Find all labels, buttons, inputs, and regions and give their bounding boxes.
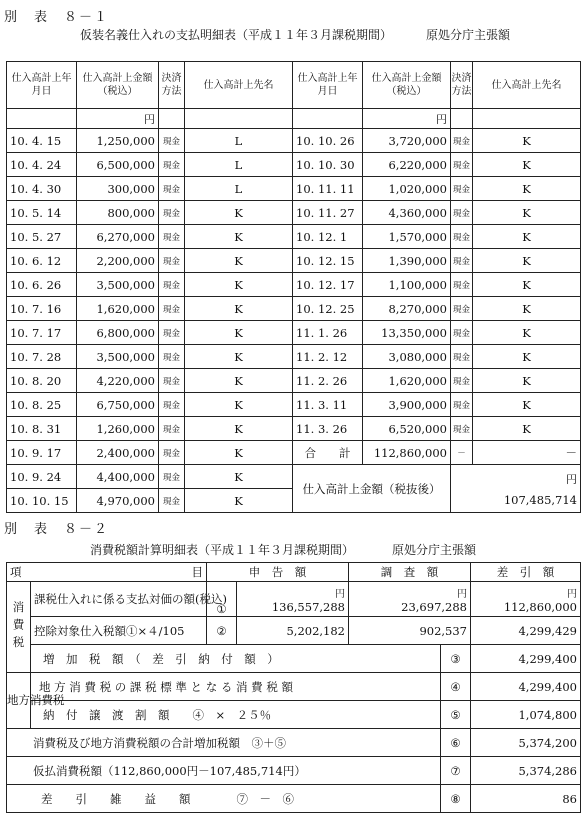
dest-cell: K (473, 201, 581, 225)
amount-cell: 6,500,000 (77, 153, 159, 177)
method-cell: 現金 (451, 225, 473, 249)
dest-cell: K (185, 225, 293, 249)
method-cell: 現金 (159, 369, 185, 393)
row-label: 消費税及び地方消費税額の合計増加税額 ③＋⑤ (7, 729, 441, 757)
method-cell: 現金 (451, 345, 473, 369)
table-8-2-title: 消費税額計算明細表（平成１１年３月課税期間） (90, 543, 355, 557)
method-cell: 現金 (451, 129, 473, 153)
difference-value: 4,299,400 (471, 673, 581, 701)
local-tax-group-label: 地方消費税 (7, 673, 31, 729)
total-method: － (451, 441, 473, 465)
difference-value: 86 (471, 785, 581, 813)
difference-value: 4,299,400 (471, 645, 581, 673)
row-number: ⑤ (441, 701, 471, 729)
dest-cell: K (473, 393, 581, 417)
amount-cell: 800,000 (77, 201, 159, 225)
table-8-1-title: 仮装名義仕入れの支払明細表（平成１１年３月課税期間） (80, 28, 393, 42)
date-cell: 10. 11. 27 (293, 201, 363, 225)
date-cell: 10. 10. 15 (7, 489, 77, 513)
method-cell: 現金 (159, 297, 185, 321)
difference-value: 1,074,800 (471, 701, 581, 729)
table-row (7, 249, 581, 273)
table-row (7, 701, 581, 729)
date-cell: 10. 11. 11 (293, 177, 363, 201)
date-cell: 10. 4. 30 (7, 177, 77, 201)
header-dest-left: 仕入高計上先名 (185, 62, 293, 109)
method-cell: 現金 (159, 465, 185, 489)
header-amount-left: 仕入高計上金額 （税込） (77, 62, 159, 109)
table-row (7, 465, 581, 489)
table-row (7, 441, 581, 465)
amount-cell: 3,500,000 (77, 273, 159, 297)
date-cell: 10. 10. 30 (293, 153, 363, 177)
table-row (7, 297, 581, 321)
table-row (7, 129, 581, 153)
date-cell: 10. 6. 12 (7, 249, 77, 273)
table-row (7, 417, 581, 441)
method-cell: 現金 (451, 273, 473, 297)
date-cell: 11. 2. 26 (293, 369, 363, 393)
amount-cell: 6,520,000 (363, 417, 451, 441)
row-number: ① (207, 582, 237, 617)
dest-cell: K (185, 273, 293, 297)
method-cell: 現金 (159, 153, 185, 177)
amount-cell: 1,250,000 (77, 129, 159, 153)
method-cell: 現金 (159, 249, 185, 273)
table-row (7, 369, 581, 393)
dest-cell: L (185, 153, 293, 177)
table-row (7, 201, 581, 225)
date-cell: 11. 3. 26 (293, 417, 363, 441)
consumption-tax-table (6, 562, 581, 813)
date-cell: 10. 10. 26 (293, 129, 363, 153)
method-cell: 現金 (159, 345, 185, 369)
amount-cell: 1,020,000 (363, 177, 451, 201)
date-cell: 10. 9. 24 (7, 465, 77, 489)
row-label: 仮払消費税額（112,860,000円－107,485,714円） (7, 757, 441, 785)
dest-cell: K (473, 153, 581, 177)
date-cell: 10. 7. 16 (7, 297, 77, 321)
date-cell: 10. 12. 17 (293, 273, 363, 297)
method-cell: 現金 (451, 201, 473, 225)
dest-cell: K (473, 225, 581, 249)
header-item: 項 目 (7, 563, 207, 582)
table-8-2-note: 原処分庁主張額 (392, 543, 477, 557)
amount-cell: 6,750,000 (77, 393, 159, 417)
dest-cell: K (185, 201, 293, 225)
method-cell: 現金 (159, 273, 185, 297)
amount-cell: 4,400,000 (77, 465, 159, 489)
yen-unit: 円 (77, 109, 159, 129)
excl-tax-amount: 円 107,485,714 (451, 465, 581, 513)
amount-cell: 2,200,000 (77, 249, 159, 273)
method-cell: 現金 (159, 129, 185, 153)
table-row (7, 393, 581, 417)
dest-cell: K (473, 177, 581, 201)
amount-cell: 2,400,000 (77, 441, 159, 465)
header-method-right: 決済方法 (451, 62, 473, 109)
header-method-left: 決済方法 (159, 62, 185, 109)
dest-cell: K (185, 345, 293, 369)
date-cell: 10. 5. 27 (7, 225, 77, 249)
row-label: 差 引 雑 益 額 ⑦ － ⑥ (7, 785, 441, 813)
date-cell: 10. 7. 17 (7, 321, 77, 345)
amount-cell: 3,080,000 (363, 345, 451, 369)
dest-cell: L (185, 177, 293, 201)
row-label: 納 付 譲 渡 割 額 ④ × ２５％ (31, 701, 441, 729)
method-cell: 現金 (159, 177, 185, 201)
date-cell: 10. 8. 20 (7, 369, 77, 393)
amount-cell: 1,100,000 (363, 273, 451, 297)
amount-cell: 3,720,000 (363, 129, 451, 153)
dest-cell: K (473, 273, 581, 297)
method-cell: 現金 (451, 393, 473, 417)
investigated-value: 円 23,697,288 (349, 582, 471, 617)
dest-cell: K (473, 345, 581, 369)
dest-cell: K (185, 393, 293, 417)
table-row (7, 321, 581, 345)
row-label: 控除対象仕入税額①×４/105 (31, 617, 207, 645)
table-8-1-label: 別 表 ８－１ (4, 10, 110, 25)
yen-unit: 円 (363, 109, 451, 129)
table-row (7, 617, 581, 645)
date-cell: 10. 7. 28 (7, 345, 77, 369)
purchase-payment-table (6, 61, 581, 513)
row-label: 増 加 税 額 （ 差 引 納 付 額 ） (31, 645, 441, 673)
method-cell: 現金 (159, 441, 185, 465)
method-cell: 現金 (159, 201, 185, 225)
amount-cell: 13,350,000 (363, 321, 451, 345)
header-declared: 申 告 額 (207, 563, 349, 582)
difference-value: 5,374,200 (471, 729, 581, 757)
amount-cell: 8,270,000 (363, 297, 451, 321)
date-cell: 10. 4. 24 (7, 153, 77, 177)
table-row (7, 345, 581, 369)
excl-tax-label: 仕入高計上金額（税抜後） (293, 465, 451, 513)
yen-row (7, 109, 581, 129)
header-date-left: 仕入高計上年月日 (7, 62, 77, 109)
date-cell: 11. 1. 26 (293, 321, 363, 345)
method-cell: 現金 (159, 417, 185, 441)
date-cell: 10. 12. 25 (293, 297, 363, 321)
investigated-value: 902,537 (349, 617, 471, 645)
amount-cell: 1,570,000 (363, 225, 451, 249)
difference-value: 5,374,286 (471, 757, 581, 785)
amount-cell: 6,800,000 (77, 321, 159, 345)
header-amount-right: 仕入高計上金額 （税込） (363, 62, 451, 109)
method-cell: 現金 (451, 369, 473, 393)
table-8-1-note: 原処分庁主張額 (426, 28, 511, 42)
amount-cell: 3,900,000 (363, 393, 451, 417)
row-number: ④ (441, 673, 471, 701)
method-cell: 現金 (451, 417, 473, 441)
row-number: ⑥ (441, 729, 471, 757)
table-row (7, 153, 581, 177)
dest-cell: K (185, 441, 293, 465)
method-cell: 現金 (451, 249, 473, 273)
dest-cell: K (185, 489, 293, 513)
table-row (7, 785, 581, 813)
date-cell: 11. 2. 12 (293, 345, 363, 369)
header-dest-right: 仕入高計上先名 (473, 62, 581, 109)
date-cell: 10. 8. 25 (7, 393, 77, 417)
method-cell: 現金 (159, 321, 185, 345)
amount-cell: 1,260,000 (77, 417, 159, 441)
date-cell: 10. 8. 31 (7, 417, 77, 441)
method-cell: 現金 (159, 225, 185, 249)
method-cell: 現金 (159, 393, 185, 417)
declared-value: 5,202,182 (237, 617, 349, 645)
method-cell: 現金 (451, 297, 473, 321)
dest-cell: K (185, 369, 293, 393)
method-cell: 現金 (159, 489, 185, 513)
date-cell: 10. 9. 17 (7, 441, 77, 465)
row-number: ⑦ (441, 757, 471, 785)
dest-cell: K (185, 417, 293, 441)
row-label: 地 方 消 費 税 の 課 税 標 準 と な る 消 費 税 額 (31, 673, 441, 701)
amount-cell: 6,270,000 (77, 225, 159, 249)
dest-cell: K (473, 297, 581, 321)
amount-cell: 1,620,000 (77, 297, 159, 321)
amount-cell: 3,500,000 (77, 345, 159, 369)
amount-cell: 6,220,000 (363, 153, 451, 177)
amount-cell: 4,220,000 (77, 369, 159, 393)
date-cell: 10. 12. 15 (293, 249, 363, 273)
header-difference: 差 引 額 (471, 563, 581, 582)
date-cell: 10. 4. 15 (7, 129, 77, 153)
total-amount: 112,860,000 (363, 441, 451, 465)
header-investigated: 調 査 額 (349, 563, 471, 582)
table-row (7, 757, 581, 785)
table-row (7, 729, 581, 757)
table-row (7, 225, 581, 249)
table-8-2-header (7, 563, 581, 582)
dest-cell: K (473, 321, 581, 345)
difference-value: 4,299,429 (471, 617, 581, 645)
method-cell: 現金 (451, 177, 473, 201)
date-cell: 10. 12. 1 (293, 225, 363, 249)
row-number: ⑧ (441, 785, 471, 813)
header-date-right: 仕入高計上年月日 (293, 62, 363, 109)
amount-cell: 300,000 (77, 177, 159, 201)
table-row (7, 273, 581, 297)
amount-cell: 1,390,000 (363, 249, 451, 273)
method-cell: 現金 (451, 321, 473, 345)
table-row (7, 177, 581, 201)
method-cell: 現金 (451, 153, 473, 177)
difference-value: 円 112,860,000 (471, 582, 581, 617)
row-number: ③ (441, 645, 471, 673)
date-cell: 11. 3. 11 (293, 393, 363, 417)
consumption-tax-group-label: 消費税 (7, 582, 31, 673)
date-cell: 10. 5. 14 (7, 201, 77, 225)
date-cell: 10. 6. 26 (7, 273, 77, 297)
total-label: 合 計 (293, 441, 363, 465)
dest-cell: K (185, 321, 293, 345)
dest-cell: K (473, 417, 581, 441)
dest-cell: K (185, 249, 293, 273)
dest-cell: K (185, 465, 293, 489)
table-row (7, 673, 581, 701)
declared-value: 円 136,557,288 (237, 582, 349, 617)
amount-cell: 4,360,000 (363, 201, 451, 225)
total-dest: － (473, 441, 581, 465)
amount-cell: 4,970,000 (77, 489, 159, 513)
table-row (7, 645, 581, 673)
dest-cell: K (473, 129, 581, 153)
table-row (7, 582, 581, 617)
row-number: ② (207, 617, 237, 645)
table-8-2-label: 別 表 ８－２ (4, 522, 110, 537)
dest-cell: K (185, 297, 293, 321)
row-label: 課税仕入れに係る支払対価の額(税込) (31, 582, 207, 617)
dest-cell: K (473, 369, 581, 393)
dest-cell: L (185, 129, 293, 153)
dest-cell: K (473, 249, 581, 273)
amount-cell: 1,620,000 (363, 369, 451, 393)
